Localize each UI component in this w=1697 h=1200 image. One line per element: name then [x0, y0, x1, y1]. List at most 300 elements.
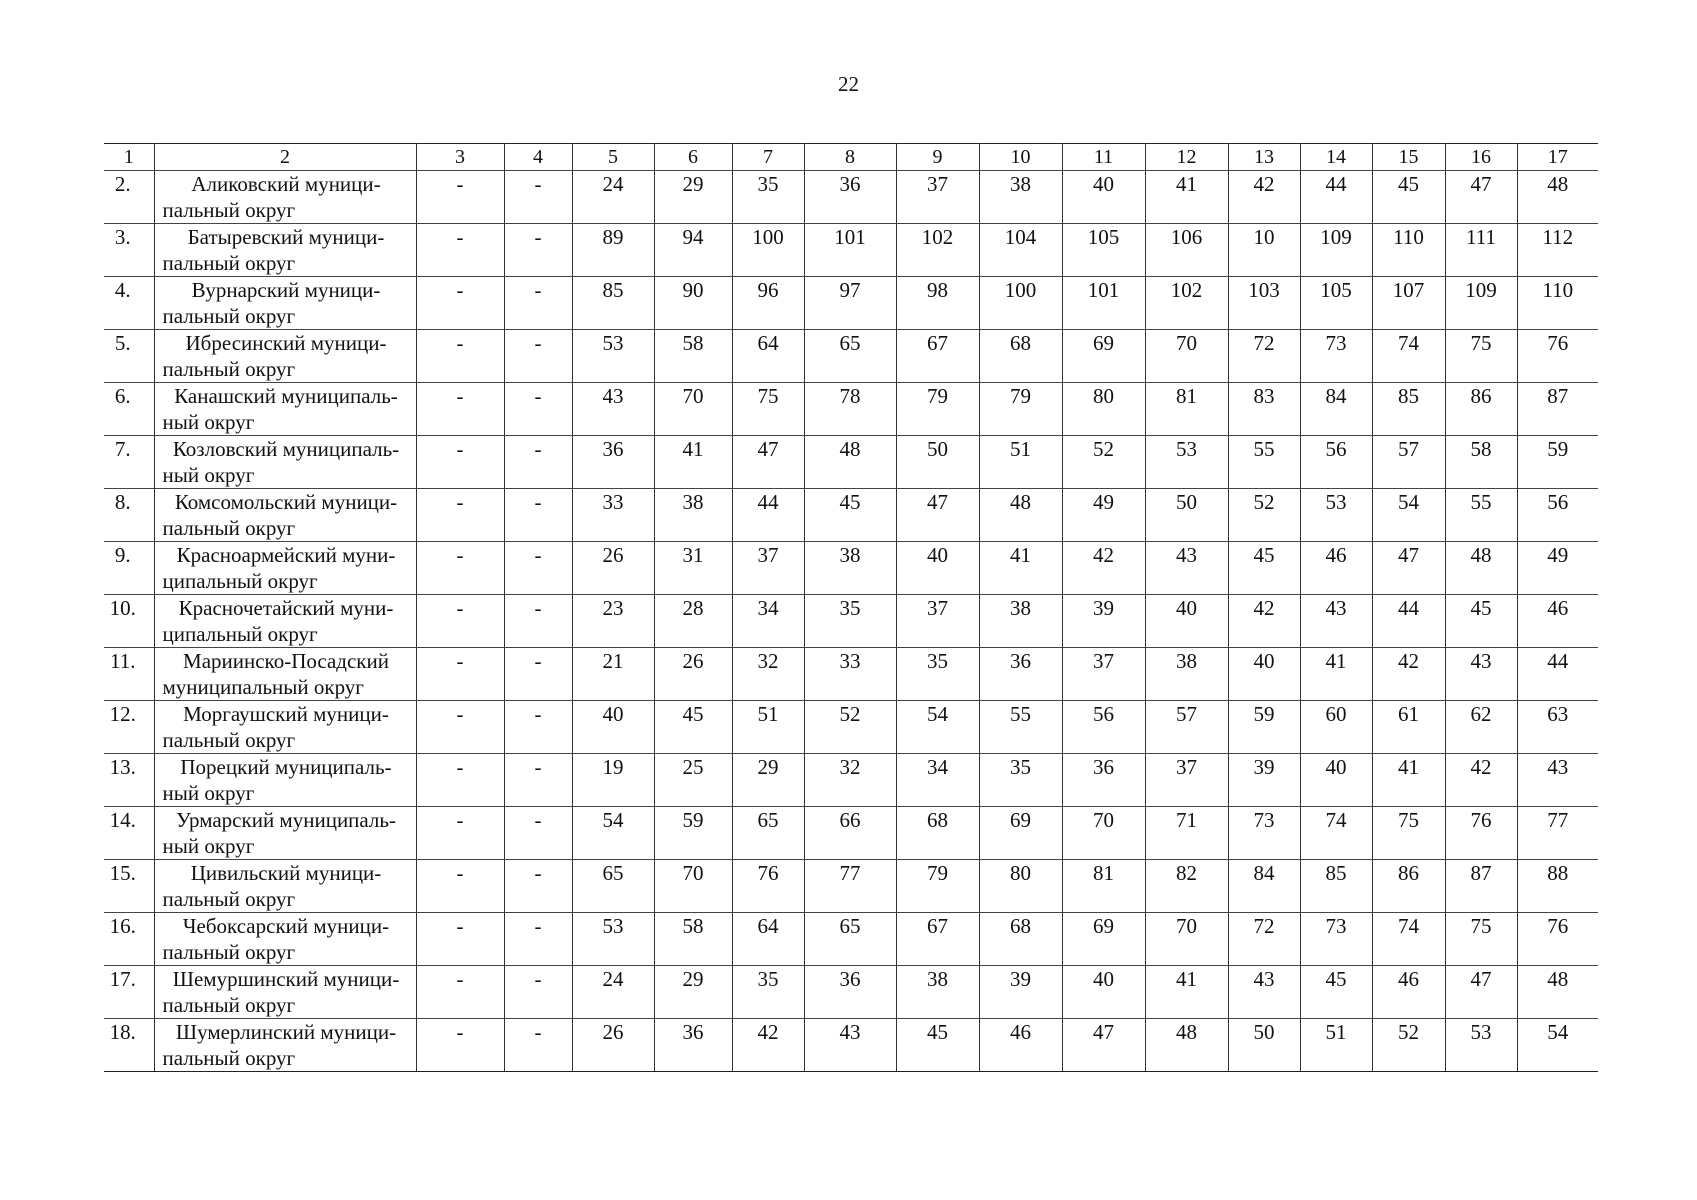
- value-cell: 41: [979, 542, 1062, 595]
- value-cell: 19: [572, 754, 654, 807]
- value-cell: 57: [1372, 436, 1445, 489]
- row-number: 15.: [104, 860, 154, 913]
- value-cell: 56: [1300, 436, 1372, 489]
- value-cell: 72: [1228, 330, 1300, 383]
- value-cell: 35: [732, 966, 804, 1019]
- value-cell: 47: [1372, 542, 1445, 595]
- value-cell: 39: [1228, 754, 1300, 807]
- value-cell: -: [416, 648, 504, 701]
- value-cell: 64: [732, 913, 804, 966]
- row-number: 3.: [104, 224, 154, 277]
- value-cell: 66: [804, 807, 896, 860]
- value-cell: 53: [1145, 436, 1228, 489]
- header-cell: 16: [1445, 144, 1517, 171]
- value-cell: -: [504, 860, 572, 913]
- value-cell: 32: [804, 754, 896, 807]
- value-cell: 45: [1445, 595, 1517, 648]
- value-cell: 54: [1372, 489, 1445, 542]
- value-cell: 75: [1372, 807, 1445, 860]
- value-cell: 40: [1228, 648, 1300, 701]
- value-cell: -: [504, 1019, 572, 1072]
- value-cell: -: [416, 701, 504, 754]
- value-cell: 86: [1372, 860, 1445, 913]
- value-cell: 42: [732, 1019, 804, 1072]
- value-cell: 35: [732, 171, 804, 224]
- value-cell: 39: [1062, 595, 1145, 648]
- value-cell: 37: [732, 542, 804, 595]
- value-cell: 50: [896, 436, 979, 489]
- value-cell: -: [504, 277, 572, 330]
- value-cell: 85: [1372, 383, 1445, 436]
- value-cell: 40: [1145, 595, 1228, 648]
- value-cell: 98: [896, 277, 979, 330]
- value-cell: 40: [1300, 754, 1372, 807]
- value-cell: 44: [1372, 595, 1445, 648]
- header-cell: 7: [732, 144, 804, 171]
- table-body: [104, 144, 1598, 1072]
- value-cell: 69: [1062, 330, 1145, 383]
- value-cell: -: [504, 542, 572, 595]
- value-cell: 70: [1145, 913, 1228, 966]
- value-cell: 43: [1300, 595, 1372, 648]
- value-cell: 77: [804, 860, 896, 913]
- value-cell: 68: [896, 807, 979, 860]
- value-cell: 52: [1228, 489, 1300, 542]
- value-cell: 55: [1228, 436, 1300, 489]
- header-cell: 15: [1372, 144, 1445, 171]
- value-cell: 61: [1372, 701, 1445, 754]
- value-cell: 46: [1300, 542, 1372, 595]
- value-cell: 53: [1445, 1019, 1517, 1072]
- value-cell: 26: [572, 542, 654, 595]
- value-cell: 80: [1062, 383, 1145, 436]
- value-cell: -: [416, 436, 504, 489]
- value-cell: 70: [1145, 330, 1228, 383]
- value-cell: 45: [804, 489, 896, 542]
- value-cell: 59: [654, 807, 732, 860]
- value-cell: 57: [1145, 701, 1228, 754]
- value-cell: 43: [1445, 648, 1517, 701]
- district-name: Шумерлинский муници-пальный округ: [154, 1019, 416, 1072]
- value-cell: 56: [1517, 489, 1598, 542]
- table-row: [104, 436, 1598, 489]
- value-cell: 48: [1445, 542, 1517, 595]
- value-cell: 90: [654, 277, 732, 330]
- value-cell: 40: [1062, 171, 1145, 224]
- row-number: 10.: [104, 595, 154, 648]
- value-cell: 35: [896, 648, 979, 701]
- district-name: Шемуршинский муници-пальный округ: [154, 966, 416, 1019]
- value-cell: 109: [1445, 277, 1517, 330]
- value-cell: 46: [1372, 966, 1445, 1019]
- row-number: 4.: [104, 277, 154, 330]
- row-number: 5.: [104, 330, 154, 383]
- value-cell: 48: [979, 489, 1062, 542]
- value-cell: 47: [896, 489, 979, 542]
- value-cell: 110: [1372, 224, 1445, 277]
- header-cell: 4: [504, 144, 572, 171]
- value-cell: -: [416, 171, 504, 224]
- value-cell: 79: [896, 860, 979, 913]
- value-cell: 103: [1228, 277, 1300, 330]
- value-cell: 52: [1372, 1019, 1445, 1072]
- value-cell: 33: [804, 648, 896, 701]
- value-cell: 49: [1062, 489, 1145, 542]
- value-cell: 94: [654, 224, 732, 277]
- value-cell: -: [504, 807, 572, 860]
- value-cell: 29: [654, 966, 732, 1019]
- value-cell: 74: [1372, 330, 1445, 383]
- page-number: 22: [838, 72, 859, 96]
- value-cell: 78: [804, 383, 896, 436]
- value-cell: 100: [979, 277, 1062, 330]
- value-cell: 79: [896, 383, 979, 436]
- header-cell: 11: [1062, 144, 1145, 171]
- value-cell: 47: [1062, 1019, 1145, 1072]
- value-cell: 45: [1228, 542, 1300, 595]
- value-cell: 38: [804, 542, 896, 595]
- value-cell: 58: [654, 913, 732, 966]
- table-row: [104, 171, 1598, 224]
- value-cell: 43: [1517, 754, 1598, 807]
- row-number: 11.: [104, 648, 154, 701]
- row-number: 18.: [104, 1019, 154, 1072]
- value-cell: -: [504, 595, 572, 648]
- table-header-row: [104, 144, 1598, 171]
- value-cell: 76: [732, 860, 804, 913]
- value-cell: 73: [1228, 807, 1300, 860]
- district-name: Батыревский муници-пальный округ: [154, 224, 416, 277]
- data-table: [104, 143, 1598, 1072]
- value-cell: 105: [1300, 277, 1372, 330]
- value-cell: 36: [654, 1019, 732, 1072]
- value-cell: -: [416, 277, 504, 330]
- value-cell: 45: [1300, 966, 1372, 1019]
- value-cell: 102: [1145, 277, 1228, 330]
- value-cell: 53: [1300, 489, 1372, 542]
- district-name: Комсомольский муници-пальный округ: [154, 489, 416, 542]
- header-cell: 8: [804, 144, 896, 171]
- value-cell: 89: [572, 224, 654, 277]
- value-cell: 47: [1445, 966, 1517, 1019]
- value-cell: 36: [804, 171, 896, 224]
- value-cell: 82: [1145, 860, 1228, 913]
- value-cell: 40: [896, 542, 979, 595]
- value-cell: 70: [654, 383, 732, 436]
- value-cell: 84: [1300, 383, 1372, 436]
- table-row: [104, 860, 1598, 913]
- value-cell: 58: [1445, 436, 1517, 489]
- value-cell: 37: [896, 171, 979, 224]
- value-cell: 37: [1062, 648, 1145, 701]
- value-cell: 69: [1062, 913, 1145, 966]
- value-cell: -: [416, 330, 504, 383]
- header-cell: 13: [1228, 144, 1300, 171]
- value-cell: 79: [979, 383, 1062, 436]
- value-cell: 75: [1445, 330, 1517, 383]
- district-name: Красноармейский муни-ципальный округ: [154, 542, 416, 595]
- value-cell: 59: [1517, 436, 1598, 489]
- value-cell: 39: [979, 966, 1062, 1019]
- value-cell: 59: [1228, 701, 1300, 754]
- value-cell: 48: [1517, 966, 1598, 1019]
- value-cell: 38: [979, 595, 1062, 648]
- value-cell: 48: [1145, 1019, 1228, 1072]
- header-cell: 9: [896, 144, 979, 171]
- row-number: 9.: [104, 542, 154, 595]
- table-row: [104, 1019, 1598, 1072]
- value-cell: 41: [1145, 966, 1228, 1019]
- value-cell: 67: [896, 330, 979, 383]
- value-cell: 71: [1145, 807, 1228, 860]
- header-cell: 3: [416, 144, 504, 171]
- value-cell: 56: [1062, 701, 1145, 754]
- value-cell: 54: [896, 701, 979, 754]
- value-cell: -: [416, 860, 504, 913]
- value-cell: 69: [979, 807, 1062, 860]
- district-name: Чебоксарский муници-пальный округ: [154, 913, 416, 966]
- value-cell: 54: [572, 807, 654, 860]
- value-cell: 37: [1145, 754, 1228, 807]
- value-cell: 80: [979, 860, 1062, 913]
- value-cell: 62: [1445, 701, 1517, 754]
- district-name: Порецкий муниципаль-ный округ: [154, 754, 416, 807]
- value-cell: 36: [979, 648, 1062, 701]
- value-cell: 86: [1445, 383, 1517, 436]
- value-cell: 85: [1300, 860, 1372, 913]
- value-cell: 29: [732, 754, 804, 807]
- value-cell: 43: [1228, 966, 1300, 1019]
- value-cell: 65: [804, 913, 896, 966]
- table-row: [104, 648, 1598, 701]
- value-cell: 53: [572, 913, 654, 966]
- value-cell: 75: [732, 383, 804, 436]
- value-cell: 67: [896, 913, 979, 966]
- value-cell: 102: [896, 224, 979, 277]
- value-cell: 42: [1062, 542, 1145, 595]
- table-row: [104, 489, 1598, 542]
- value-cell: 38: [1145, 648, 1228, 701]
- value-cell: -: [504, 436, 572, 489]
- value-cell: 49: [1517, 542, 1598, 595]
- value-cell: 44: [1300, 171, 1372, 224]
- district-name: Моргаушский муници-пальный округ: [154, 701, 416, 754]
- value-cell: 41: [654, 436, 732, 489]
- value-cell: 35: [804, 595, 896, 648]
- value-cell: 74: [1300, 807, 1372, 860]
- value-cell: 55: [979, 701, 1062, 754]
- value-cell: -: [416, 913, 504, 966]
- value-cell: 51: [979, 436, 1062, 489]
- value-cell: 84: [1228, 860, 1300, 913]
- value-cell: 35: [979, 754, 1062, 807]
- value-cell: -: [504, 754, 572, 807]
- table-row: [104, 277, 1598, 330]
- row-number: 2.: [104, 171, 154, 224]
- district-name: Ибресинский муници-пальный округ: [154, 330, 416, 383]
- row-number: 12.: [104, 701, 154, 754]
- header-cell: 10: [979, 144, 1062, 171]
- value-cell: 24: [572, 966, 654, 1019]
- value-cell: 45: [654, 701, 732, 754]
- value-cell: 54: [1517, 1019, 1598, 1072]
- value-cell: 36: [804, 966, 896, 1019]
- row-number: 8.: [104, 489, 154, 542]
- value-cell: 53: [572, 330, 654, 383]
- value-cell: 36: [572, 436, 654, 489]
- value-cell: 70: [654, 860, 732, 913]
- value-cell: 109: [1300, 224, 1372, 277]
- value-cell: 76: [1517, 913, 1598, 966]
- value-cell: -: [416, 595, 504, 648]
- value-cell: 43: [804, 1019, 896, 1072]
- value-cell: 58: [654, 330, 732, 383]
- value-cell: 111: [1445, 224, 1517, 277]
- value-cell: 81: [1062, 860, 1145, 913]
- value-cell: 104: [979, 224, 1062, 277]
- value-cell: -: [504, 701, 572, 754]
- table-row: [104, 224, 1598, 277]
- value-cell: 97: [804, 277, 896, 330]
- row-number: 16.: [104, 913, 154, 966]
- value-cell: 76: [1517, 330, 1598, 383]
- district-name: Красночетайский муни-ципальный округ: [154, 595, 416, 648]
- district-name: Цивильский муници-пальный округ: [154, 860, 416, 913]
- value-cell: 63: [1517, 701, 1598, 754]
- table-row: [104, 913, 1598, 966]
- value-cell: 26: [654, 648, 732, 701]
- value-cell: 37: [896, 595, 979, 648]
- value-cell: 10: [1228, 224, 1300, 277]
- value-cell: 43: [1145, 542, 1228, 595]
- value-cell: 31: [654, 542, 732, 595]
- value-cell: 38: [654, 489, 732, 542]
- value-cell: 42: [1228, 595, 1300, 648]
- value-cell: 41: [1145, 171, 1228, 224]
- value-cell: 51: [732, 701, 804, 754]
- value-cell: 50: [1228, 1019, 1300, 1072]
- value-cell: 47: [1445, 171, 1517, 224]
- value-cell: 96: [732, 277, 804, 330]
- value-cell: 45: [1372, 171, 1445, 224]
- value-cell: 44: [732, 489, 804, 542]
- value-cell: 77: [1517, 807, 1598, 860]
- value-cell: 107: [1372, 277, 1445, 330]
- value-cell: -: [416, 383, 504, 436]
- value-cell: 87: [1517, 383, 1598, 436]
- table-row: [104, 330, 1598, 383]
- value-cell: 32: [732, 648, 804, 701]
- value-cell: 26: [572, 1019, 654, 1072]
- value-cell: 50: [1145, 489, 1228, 542]
- value-cell: -: [416, 542, 504, 595]
- district-name: Канашский муниципаль-ный округ: [154, 383, 416, 436]
- value-cell: 41: [1300, 648, 1372, 701]
- value-cell: 81: [1145, 383, 1228, 436]
- value-cell: 41: [1372, 754, 1445, 807]
- value-cell: -: [504, 171, 572, 224]
- district-name: Мариинско-Посадский муниципальный округ: [154, 648, 416, 701]
- value-cell: 36: [1062, 754, 1145, 807]
- value-cell: 46: [979, 1019, 1062, 1072]
- value-cell: 87: [1445, 860, 1517, 913]
- header-cell: 5: [572, 144, 654, 171]
- value-cell: 65: [732, 807, 804, 860]
- value-cell: 34: [732, 595, 804, 648]
- value-cell: 21: [572, 648, 654, 701]
- value-cell: 70: [1062, 807, 1145, 860]
- value-cell: 55: [1445, 489, 1517, 542]
- value-cell: 65: [804, 330, 896, 383]
- value-cell: 64: [732, 330, 804, 383]
- value-cell: -: [416, 966, 504, 1019]
- value-cell: 112: [1517, 224, 1598, 277]
- value-cell: -: [504, 383, 572, 436]
- value-cell: 25: [654, 754, 732, 807]
- district-name: Урмарский муниципаль-ный округ: [154, 807, 416, 860]
- value-cell: -: [416, 1019, 504, 1072]
- value-cell: -: [504, 330, 572, 383]
- value-cell: 48: [1517, 171, 1598, 224]
- value-cell: 105: [1062, 224, 1145, 277]
- district-name: Козловский муниципаль-ный округ: [154, 436, 416, 489]
- value-cell: -: [504, 489, 572, 542]
- header-cell: 14: [1300, 144, 1372, 171]
- row-number: 6.: [104, 383, 154, 436]
- value-cell: 43: [572, 383, 654, 436]
- value-cell: 33: [572, 489, 654, 542]
- value-cell: 88: [1517, 860, 1598, 913]
- value-cell: 68: [979, 913, 1062, 966]
- value-cell: 34: [896, 754, 979, 807]
- value-cell: 101: [1062, 277, 1145, 330]
- table-row: [104, 966, 1598, 1019]
- value-cell: -: [416, 754, 504, 807]
- value-cell: 28: [654, 595, 732, 648]
- value-cell: 40: [572, 701, 654, 754]
- table-row: [104, 542, 1598, 595]
- header-cell: 12: [1145, 144, 1228, 171]
- table-row: [104, 807, 1598, 860]
- district-name: Аликовский муници-пальный округ: [154, 171, 416, 224]
- value-cell: 23: [572, 595, 654, 648]
- value-cell: 83: [1228, 383, 1300, 436]
- value-cell: 42: [1445, 754, 1517, 807]
- row-number: 13.: [104, 754, 154, 807]
- value-cell: -: [416, 807, 504, 860]
- value-cell: 101: [804, 224, 896, 277]
- value-cell: 48: [804, 436, 896, 489]
- table-row: [104, 754, 1598, 807]
- district-name: Вурнарский муници-пальный округ: [154, 277, 416, 330]
- value-cell: -: [504, 648, 572, 701]
- row-number: 17.: [104, 966, 154, 1019]
- row-number: 14.: [104, 807, 154, 860]
- value-cell: 110: [1517, 277, 1598, 330]
- value-cell: 38: [979, 171, 1062, 224]
- value-cell: 42: [1228, 171, 1300, 224]
- value-cell: 73: [1300, 913, 1372, 966]
- value-cell: 106: [1145, 224, 1228, 277]
- value-cell: -: [504, 913, 572, 966]
- value-cell: 52: [1062, 436, 1145, 489]
- table-row: [104, 701, 1598, 754]
- value-cell: 42: [1372, 648, 1445, 701]
- value-cell: 38: [896, 966, 979, 1019]
- value-cell: 47: [732, 436, 804, 489]
- value-cell: 29: [654, 171, 732, 224]
- value-cell: 85: [572, 277, 654, 330]
